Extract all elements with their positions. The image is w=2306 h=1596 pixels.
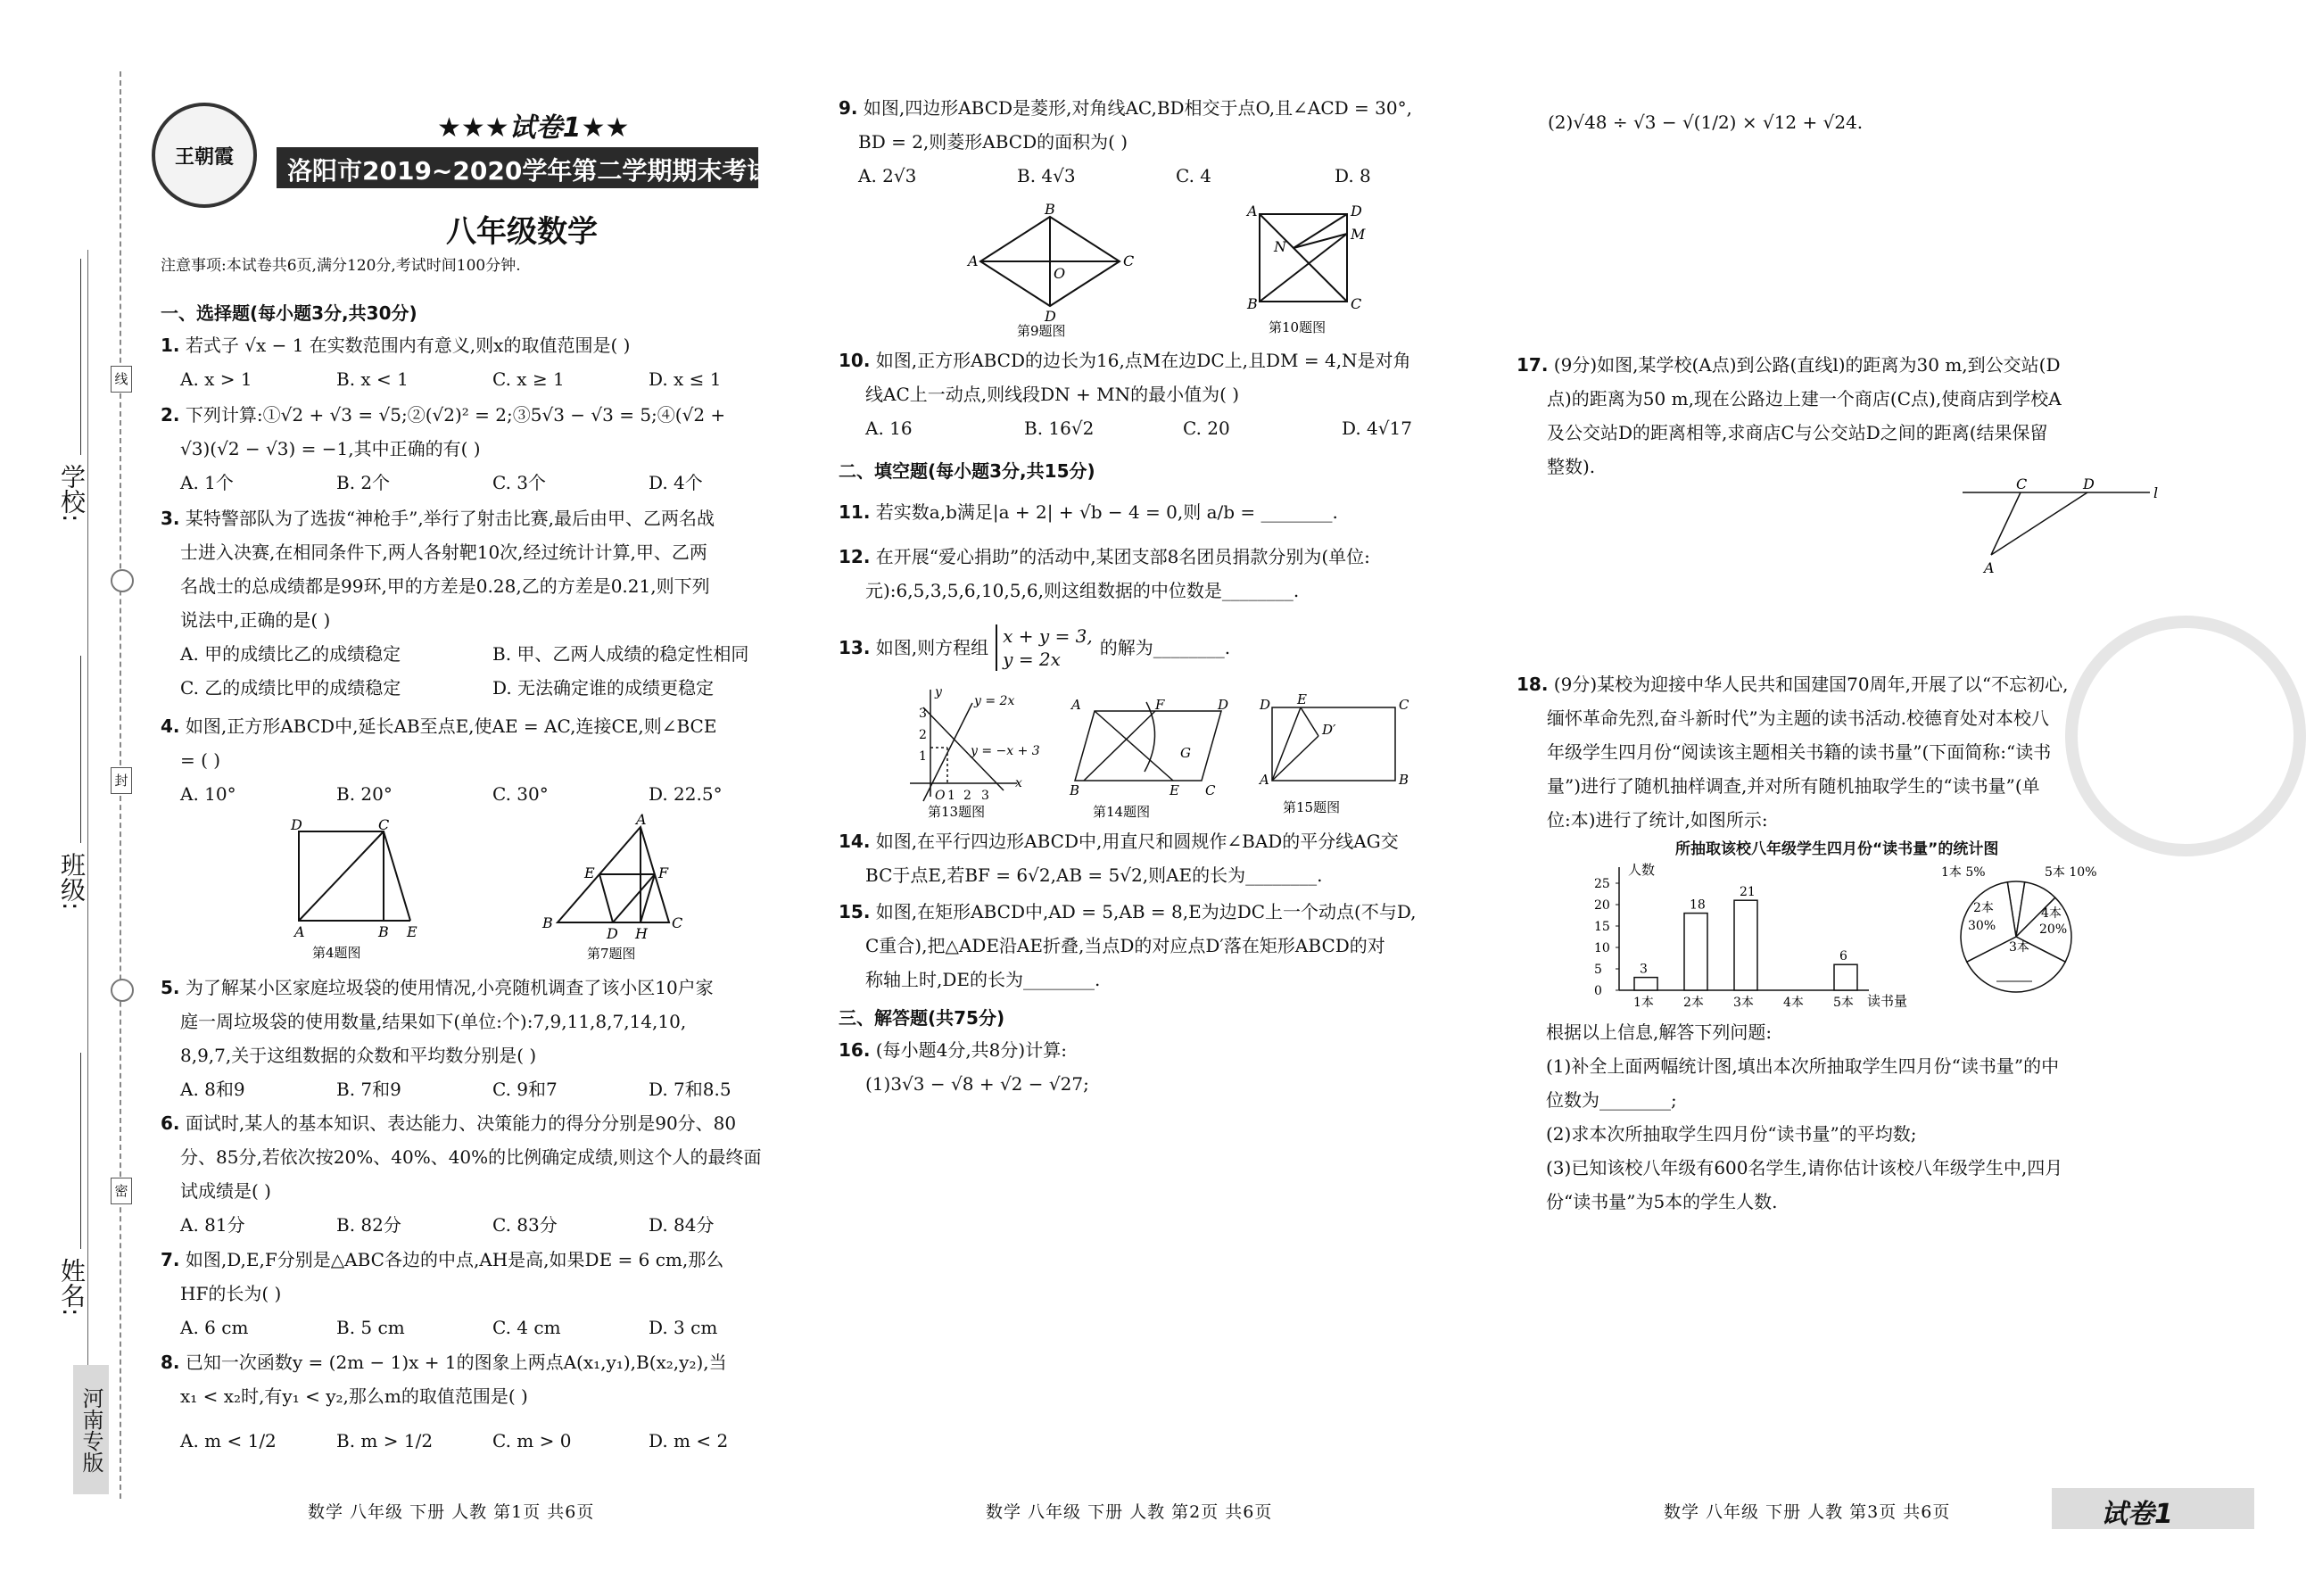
fig9-caption: 第9题图 — [1017, 323, 1066, 339]
question-2 — [161, 398, 767, 500]
q2-line2: √3)(√2 − √3) = −1,其中正确的有( ) — [180, 438, 481, 459]
fig10-label-a: A — [1247, 203, 1258, 219]
q5-opt-d[interactable]: D. 7和8.5 — [649, 1079, 731, 1100]
binding-hole-2 — [111, 979, 134, 1002]
fig9-label-a: A — [968, 252, 979, 269]
fig15-adp — [1272, 736, 1318, 781]
figure-4 — [285, 816, 428, 962]
q18-task3: (3)已知该校八年级有600名学生,请你估计该校八年级学生中,四月 — [1546, 1157, 2063, 1178]
fig14-label-f: F — [1155, 697, 1165, 713]
fig14-label-d: D — [1218, 697, 1229, 713]
q3-opt-d[interactable]: D. 无法确定谁的成绩更稳定 — [492, 677, 715, 699]
q18-line2: 缅怀革命先烈,奋斗新时代”为主题的读书活动.校德育处对本校八 — [1547, 707, 2049, 729]
fig13-caption: 第13题图 — [928, 804, 986, 820]
q3-num: 3. — [161, 508, 180, 529]
fig14-ae — [1095, 711, 1173, 781]
q10-line1: 如图,正方形ABCD的边长为16,点M在边DC上,且DM = 4,N是对角 — [875, 350, 1411, 371]
pie-label-4-name: 4本 — [2041, 906, 2062, 921]
q6-line3: 试成绩是( ) — [180, 1180, 271, 1202]
fig10-bm — [1260, 234, 1347, 302]
fig13-tick-x2: 2 — [963, 789, 971, 803]
q10-opt-d[interactable]: D. 4√17 — [1342, 418, 1412, 439]
fig14-caption: 第14题图 — [1093, 804, 1151, 820]
fig10-label-d: D — [1351, 203, 1362, 219]
q6-num: 6. — [161, 1112, 180, 1134]
fig13-tick-y2: 2 — [919, 728, 927, 742]
fig9-label-o: O — [1054, 265, 1066, 282]
q16-line1: (每小题4分,共8分)计算: — [875, 1039, 1067, 1061]
q3-line4: 说法中,正确的是( ) — [180, 609, 331, 631]
q4-opt-b[interactable]: B. 20° — [336, 783, 393, 805]
q6-opt-d[interactable]: D. 84分 — [649, 1214, 715, 1236]
seal-mark-top: 线 — [111, 366, 132, 393]
fig4-caption: 第4题图 — [312, 945, 361, 961]
footer-page1: 数学 八年级 下册 人教 第1页 共6页 — [308, 1502, 595, 1522]
q18-num: 18. — [1517, 674, 1549, 695]
q4-opt-d[interactable]: D. 22.5° — [649, 783, 723, 805]
pie-label-1-name: 1本 — [1941, 865, 1962, 880]
notice: 注意事项:本试卷共6页,满分120分,考试时间100分钟. — [161, 257, 521, 275]
q11-line1: 若实数a,b满足|a + 2| + √b − 4 = 0,则 a/b = ________. — [875, 501, 1338, 523]
series-name: 试卷1 — [508, 112, 582, 144]
bar-3本 — [1734, 900, 1757, 990]
fig17-label-c: C — [2016, 475, 2028, 492]
q17-line3: 及公交站D的距离相等,求商店C与公交站D之间的距离(结果保留 — [1547, 422, 2048, 443]
question-4 — [161, 709, 776, 811]
bar-1本 — [1634, 978, 1657, 990]
fig7-ed — [599, 874, 613, 922]
bar-ytick-20: 20 — [1594, 898, 1610, 913]
q7-line2: HF的长为( ) — [180, 1283, 282, 1304]
q13-eq1: x + y = 3, — [1003, 625, 1093, 647]
q3-opt-a[interactable]: A. 甲的成绩比乙的成绩稳定 — [180, 643, 401, 665]
figure-9 — [968, 203, 1137, 337]
pie-label-1-pct: 5% — [1965, 865, 1986, 880]
footer-page2: 数学 八年级 下册 人教 第2页 共6页 — [986, 1502, 1273, 1522]
fig4-diagonal — [299, 831, 384, 921]
bar-2本 — [1684, 914, 1707, 990]
logo-text: 王朝霞 — [174, 145, 234, 169]
q7-opt-d[interactable]: D. 3 cm — [649, 1317, 718, 1338]
q6-line1: 面试时,某人的基本知识、表达能力、决策能力的得分分别是90分、80 — [185, 1112, 737, 1134]
bar-category-1本: 1本 — [1633, 996, 1654, 1010]
q10-line2: 线AC上一动点,则线段DN + MN的最小值为( ) — [865, 384, 1240, 405]
question-18 — [1517, 667, 2168, 837]
q6-opt-b[interactable]: B. 82分 — [336, 1214, 401, 1236]
q18-line5: 位:本)进行了统计,如图所示: — [1547, 809, 1768, 831]
q13-eq2: y = 2x — [1003, 649, 1061, 670]
figure-10 — [1240, 203, 1374, 337]
question-15 — [839, 895, 1481, 996]
q14-line2: BC于点E,若BF = 6√2,AB = 5√2,则AE的长为________. — [865, 864, 1323, 886]
fig9-label-c: C — [1123, 252, 1135, 269]
question-9 — [839, 91, 1481, 193]
bar-ytick-10: 10 — [1594, 941, 1610, 955]
q7-num: 7. — [161, 1249, 180, 1270]
q4-line1: 如图,正方形ABCD中,延长AB至点E,使AE = AC,连接CE,则∠BCE — [185, 715, 717, 737]
q16-part1: (1)3√3 − √8 + √2 − √27; — [865, 1073, 1089, 1095]
fig7-label-d: D — [607, 925, 618, 942]
q18-after: 根据以上信息,解答下列问题: — [1546, 1021, 1773, 1043]
question-3 — [161, 501, 776, 705]
q7-line1: 如图,D,E,F分别是△ABC各边的中点,AH是高,如果DE = 6 cm,那么 — [185, 1249, 724, 1270]
bar-5本 — [1834, 964, 1857, 990]
q14-line1: 如图,在平行四边形ABCD中,用直尺和圆规作∠BAD的平分线AG交 — [875, 831, 1399, 852]
fig15-label-b: B — [1399, 772, 1409, 788]
figure-17 — [1954, 473, 2168, 580]
q15-num: 15. — [839, 901, 871, 922]
fig14-label-c: C — [1205, 782, 1216, 798]
bar-chart-xlabel: 读书量 — [1867, 993, 1908, 1009]
logo-emblem — [152, 103, 257, 208]
q1-stem: 若式子 √x − 1 在实数范围内有意义,则x的取值范围是( ) — [185, 335, 631, 356]
q3-line1: 某特警部队为了选拔“神枪手”,举行了射击比赛,最后由甲、乙两名战 — [185, 508, 715, 529]
bar-value-5本: 6 — [1839, 949, 1847, 964]
fig15-label-c: C — [1399, 697, 1409, 713]
q7-opt-c[interactable]: C. 4 cm — [492, 1317, 561, 1338]
fig15-label-dp: D′ — [1322, 722, 1336, 738]
fig13-line2-label: y = −x + 3 — [971, 744, 1040, 758]
fig13-label-x: x — [1015, 776, 1022, 790]
q4-num: 4. — [161, 715, 180, 737]
fig10-label-c: C — [1351, 295, 1362, 312]
figure-15 — [1256, 691, 1408, 819]
bar-ytick-25: 25 — [1594, 877, 1610, 891]
q16-num: 16. — [839, 1039, 871, 1061]
fig17-label-d: D — [2083, 475, 2095, 492]
pie-label-5-pct: 10% — [2069, 865, 2097, 880]
q8-num: 8. — [161, 1352, 180, 1373]
fig14-label-e: E — [1170, 782, 1179, 798]
bar-value-3本: 21 — [1740, 885, 1756, 900]
fig15-caption: 第15题图 — [1283, 799, 1341, 815]
fig7-label-a: A — [636, 811, 647, 828]
q10-opt-b[interactable]: B. 16√2 — [1024, 418, 1095, 439]
q1-num: 1. — [161, 335, 180, 356]
fig7-caption: 第7题图 — [587, 946, 636, 962]
q2-options — [161, 466, 767, 500]
pie-label-5-name: 5本 — [2045, 865, 2065, 880]
q7-opt-a[interactable]: A. 6 cm — [180, 1317, 249, 1338]
pie-label-4-pct: 20% — [2039, 922, 2068, 937]
fig13-tick-x3: 3 — [981, 789, 989, 803]
q5-num: 5. — [161, 977, 180, 998]
q3-options-ab — [161, 637, 776, 671]
bar-chart-ylabel: 人数 — [1628, 862, 1656, 878]
q12-line2: 元):6,5,3,5,6,10,5,6,则这组数据的中位数是________. — [865, 580, 1300, 601]
bar-category-2本: 2本 — [1683, 996, 1704, 1010]
q2-line1: 下列计算:①√2 + √3 = √5;②(√2)² = 2;③5√3 − √3 = 5;④(√2 + — [185, 404, 726, 426]
q7-opt-b[interactable]: B. 5 cm — [336, 1317, 405, 1338]
pie-label-3-name: 3本 — [2009, 940, 2029, 955]
class-blank — [80, 656, 81, 843]
fig10-label-b: B — [1247, 295, 1258, 312]
question-13 — [839, 624, 1481, 671]
exam-title: 洛阳市2019~2020学年第二学期期末考试试卷 — [287, 156, 822, 186]
q17-line4: 整数). — [1547, 456, 1596, 477]
q2-opt-d[interactable]: D. 4个 — [649, 472, 703, 493]
q17-line2: 点)的距离为50 m,现在公路边上建一个商店(C点),使商店到学校A — [1547, 388, 2062, 409]
q9-line2: BD = 2,则菱形ABCD的面积为( ) — [858, 131, 1128, 153]
bar-ytick-0: 0 — [1594, 984, 1602, 998]
q9-options — [839, 159, 1481, 193]
fig7-label-h: H — [635, 925, 648, 942]
fig4-label-a: A — [294, 923, 305, 940]
q8-opt-a[interactable]: A. m < 1/2 — [180, 1430, 277, 1451]
q3-opt-b[interactable]: B. 甲、乙两人成绩的稳定性相同 — [492, 643, 749, 665]
school-label: 学校: — [57, 464, 87, 523]
q18-line4: 量”)进行了随机抽样调查,并对所有随机抽取学生的“读书量”(单 — [1547, 775, 2040, 797]
pie-label-1 — [1941, 864, 1986, 880]
q2-opt-b[interactable]: B. 2个 — [336, 472, 391, 493]
q9-opt-c[interactable]: C. 4 — [1176, 165, 1212, 186]
fig4-label-e: E — [407, 923, 417, 940]
q16-part2: (2)√48 ÷ √3 − √(1/2) × √12 + √24. — [1548, 112, 1864, 133]
fig9-label-d: D — [1045, 308, 1056, 325]
fig7-label-f: F — [658, 864, 669, 881]
q5-opt-b[interactable]: B. 7和9 — [336, 1079, 401, 1100]
q18-line1: (9分)某校为迎接中华人民共和国建国70周年,开展了以“不忘初心, — [1553, 674, 2069, 695]
question-17 — [1517, 348, 2168, 484]
bar-category-4本: 4本 — [1783, 996, 1804, 1010]
fig13-tick-y1: 1 — [919, 749, 927, 764]
fig15-label-e: E — [1297, 691, 1307, 707]
q14-num: 14. — [839, 831, 871, 852]
class-label: 班级: — [57, 852, 87, 911]
question-11 — [839, 495, 1481, 529]
q5-line3: 8,9,7,关于这组数据的众数和平均数分别是( ) — [180, 1045, 537, 1066]
bar-ytick-15: 15 — [1594, 920, 1610, 934]
q9-line1: 如图,四边形ABCD是菱形,对角线AC,BD相交于点O,且∠ACD = 30°, — [863, 97, 1412, 119]
q11-num: 11. — [839, 501, 871, 523]
question-16 — [839, 1033, 1481, 1101]
fig7-label-c: C — [672, 914, 683, 931]
fig7-label-b: B — [542, 914, 553, 931]
q8-options — [161, 1424, 776, 1458]
question-7 — [161, 1243, 776, 1344]
bar-category-5本: 5本 — [1833, 996, 1854, 1010]
fig14-label-g: G — [1180, 745, 1191, 761]
q1-options — [161, 362, 767, 396]
footer-page3: 数学 八年级 下册 人教 第3页 共6页 — [1664, 1502, 1951, 1522]
fig4-label-c: C — [378, 816, 390, 833]
q9-opt-d[interactable]: D. 8 — [1335, 165, 1371, 186]
fig14-label-b: B — [1070, 782, 1080, 798]
q17-num: 17. — [1517, 354, 1549, 376]
fig13-origin: O — [935, 789, 946, 803]
bar-ytick-5: 5 — [1594, 963, 1602, 977]
subject-title: 八年级数学 — [446, 214, 598, 250]
q4-options — [161, 777, 776, 811]
fig10-dn — [1294, 214, 1347, 248]
question-16-part2 — [1548, 105, 2172, 139]
q5-opt-a[interactable]: A. 8和9 — [180, 1079, 245, 1100]
q6-opt-a[interactable]: A. 81分 — [180, 1214, 245, 1236]
pie-label-2-pct: 30% — [1968, 919, 1996, 933]
q15-line2: C重合),把△ADE沿AE折叠,当点D的对应点D′落在矩形ABCD的对 — [865, 935, 1385, 956]
q13-num: 13. — [839, 637, 871, 658]
q9-opt-b[interactable]: B. 4√3 — [1017, 165, 1076, 186]
question-5 — [161, 971, 776, 1106]
fig13-line1-label: y = 2x — [974, 694, 1015, 708]
question-8 — [161, 1345, 776, 1458]
q8-opt-d[interactable]: D. m < 2 — [649, 1430, 729, 1451]
q13-system — [996, 624, 1093, 671]
q1-opt-b[interactable]: B. x < 1 — [336, 368, 409, 390]
seal-mark-bot: 密 — [111, 1178, 132, 1204]
q12-line1: 在开展“爱心捐助”的活动中,某团支部8名团员捐款分别为(单位: — [875, 546, 1370, 567]
fig10-caption: 第10题图 — [1269, 319, 1327, 335]
series-title: ★★★试卷1★★ — [437, 112, 630, 144]
q4-opt-a[interactable]: A. 10° — [180, 783, 236, 805]
fig14-parallelogram — [1075, 711, 1221, 781]
q6-line2: 分、85分,若依次按20%、40%、40%的比例确定成绩,则这个人的最终面 — [180, 1146, 762, 1168]
fig17-label-a: A — [1984, 559, 1995, 576]
q9-num: 9. — [839, 97, 858, 119]
q1-opt-d[interactable]: D. x ≤ 1 — [649, 368, 722, 390]
fig15-edp — [1301, 707, 1318, 736]
q18-task3b: 份“读书量”为5本的学生人数. — [1546, 1191, 1778, 1212]
q3-line2: 士进入决赛,在相同条件下,两人各射靶10次,经过统计计算,甲、乙两 — [180, 542, 707, 563]
q13-line2: 的解为________. — [1099, 637, 1231, 658]
q2-opt-c[interactable]: C. 3个 — [492, 472, 547, 493]
q18-line3: 年级学生四月份“阅读该主题相关书籍的读书量”(下面简称:“读书 — [1547, 741, 2052, 763]
q10-options — [839, 411, 1481, 445]
fig10-ac — [1260, 214, 1347, 302]
fig17-label-l: l — [2153, 484, 2159, 501]
figure-13 — [901, 685, 1062, 819]
fig4-label-d: D — [291, 816, 302, 833]
q17-line1: (9分)如图,某学校(A点)到公路(直线l)的距离为30 m,到公交站(D — [1553, 354, 2061, 376]
q12-num: 12. — [839, 546, 871, 567]
name-blank — [80, 1053, 81, 1249]
figure-14 — [1066, 691, 1227, 819]
footer-badge: 试卷1 — [2101, 1499, 2173, 1530]
question-18-tasks — [1546, 1015, 2170, 1219]
fig13-tick-x1: 1 — [947, 789, 955, 803]
section-answer: 三、解答题(共75分) — [839, 1007, 1005, 1029]
figure-7 — [535, 811, 687, 963]
bar-chart — [1583, 856, 1922, 1013]
fig4-ce — [384, 831, 410, 921]
fig9-label-b: B — [1045, 201, 1055, 218]
section-fill: 二、填空题(每小题3分,共15分) — [839, 460, 1095, 482]
seal-mark-mid: 封 — [111, 767, 132, 794]
fig13-label-y: y — [935, 685, 942, 699]
q8-line2: x₁ < x₂时,有y₁ < y₂,那么m的取值范围是( ) — [180, 1385, 528, 1407]
q8-opt-b[interactable]: B. m > 1/2 — [336, 1430, 434, 1451]
fig14-label-a: A — [1071, 697, 1081, 713]
q1-opt-a[interactable]: A. x > 1 — [180, 368, 252, 390]
pie-label-5 — [2045, 864, 2097, 880]
q18-task1: (1)补全上面两幅统计图,填出本次所抽取学生四月份“读书量”的中 — [1546, 1055, 2060, 1077]
binding-hole-1 — [111, 569, 134, 592]
pie-chart — [1927, 856, 2105, 1008]
section-choice: 一、选择题(每小题3分,共30分) — [161, 302, 417, 324]
q4-line2: = ( ) — [180, 749, 221, 771]
q18-task1b: 位数为________; — [1546, 1089, 1677, 1111]
q3-line3: 名战士的总成绩都是99环,甲的方差是0.28,乙的方差是0.21,则下列 — [180, 575, 710, 597]
q8-opt-c[interactable]: C. m > 0 — [492, 1430, 572, 1451]
name-label: 姓名: — [57, 1258, 87, 1317]
fig13-tick-y3: 3 — [919, 707, 927, 721]
q1-opt-c[interactable]: C. x ≥ 1 — [492, 368, 565, 390]
q10-num: 10. — [839, 350, 871, 371]
pie-label-2-name: 2本 — [1973, 901, 1994, 915]
fig15-label-a: A — [1260, 772, 1269, 788]
bar-value-1本: 3 — [1640, 962, 1648, 977]
question-10 — [839, 343, 1481, 445]
fig15-label-d: D — [1260, 697, 1271, 713]
q6-options — [161, 1208, 776, 1242]
bar-value-2本: 18 — [1690, 897, 1706, 913]
q4-opt-c[interactable]: C. 30° — [492, 783, 549, 805]
q13-line1: 如图,则方程组 — [875, 637, 989, 658]
q6-opt-c[interactable]: C. 83分 — [492, 1214, 558, 1236]
q2-num: 2. — [161, 404, 180, 426]
fig7-label-e: E — [584, 864, 595, 881]
bar-category-3本: 3本 — [1733, 996, 1754, 1010]
region-badge: 河南专版 — [73, 1365, 109, 1494]
fig14-bf — [1084, 711, 1155, 781]
fig10-label-m: M — [1351, 226, 1366, 243]
q15-line3: 称轴上时,DE的长为________. — [865, 969, 1101, 990]
fig4-label-b: B — [378, 923, 389, 940]
q5-options — [161, 1072, 776, 1106]
q7-options — [161, 1311, 776, 1344]
question-12 — [839, 540, 1481, 608]
q9-opt-a[interactable]: A. 2√3 — [858, 165, 917, 186]
question-14 — [839, 824, 1481, 892]
q3-opt-c[interactable]: C. 乙的成绩比甲的成绩稳定 — [180, 677, 401, 699]
q5-line2: 庭一周垃圾袋的使用数量,结果如下(单位:个):7,9,11,8,7,14,10, — [180, 1011, 687, 1032]
school-blank — [80, 259, 81, 455]
fig10-label-n: N — [1274, 238, 1286, 255]
q5-line1: 为了解某小区家庭垃圾袋的使用情况,小亮随机调查了该小区10户家 — [185, 977, 714, 998]
q5-opt-c[interactable]: C. 9和7 — [492, 1079, 558, 1100]
fig15-ae — [1272, 707, 1301, 781]
q2-opt-a[interactable]: A. 1个 — [180, 472, 234, 493]
fig15-rectangle — [1272, 707, 1395, 781]
q15-line1: 如图,在矩形ABCD中,AD = 5,AB = 8,E为边DC上一个动点(不与D, — [875, 901, 1417, 922]
q10-opt-a[interactable]: A. 16 — [865, 418, 913, 439]
q10-opt-c[interactable]: C. 20 — [1183, 418, 1230, 439]
q8-line1: 已知一次函数y = (2m − 1)x + 1的图象上两点A(x₁,y₁),B(x₂,y₂),当 — [185, 1352, 727, 1373]
q18-task2: (2)求本次所抽取学生四月份“读书量”的平均数; — [1546, 1123, 1917, 1145]
question-6 — [161, 1106, 776, 1242]
chart-title: 所抽取该校八年级学生四月份“读书量”的统计图 — [1675, 840, 1999, 858]
question-1 — [161, 328, 767, 396]
q3-options-cd — [161, 671, 776, 705]
